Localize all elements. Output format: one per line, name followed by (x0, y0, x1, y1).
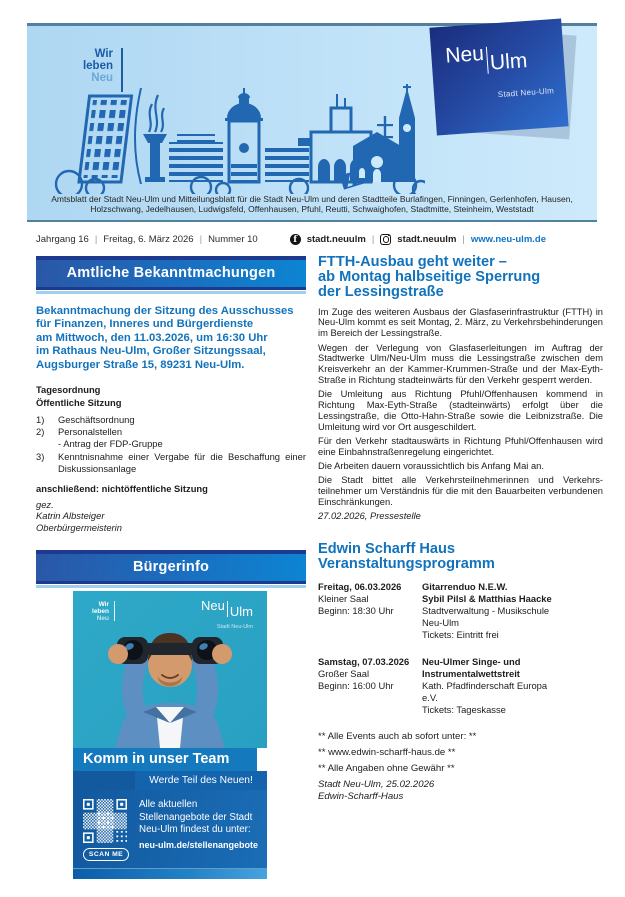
poster-subheadline-spacer (73, 771, 135, 790)
facebook-handle[interactable]: stadt.neuulm (306, 233, 366, 245)
banner-border (36, 581, 306, 584)
agenda-item (36, 414, 306, 426)
issue-date: Freitag, 6. März 2026 (103, 233, 194, 245)
neu-ulm-wordmark (444, 37, 553, 75)
heading-line: Bekanntmachung der Sitzung des Ausschusses (36, 305, 294, 317)
ftth-article-heading (318, 255, 603, 301)
event-when-where (318, 656, 422, 717)
neu-ulm-logo (429, 19, 568, 136)
instagram-handle[interactable]: stadt.neuulm (397, 233, 457, 245)
issue-volume: Jahrgang 16 (36, 233, 89, 245)
facebook-icon: f (290, 234, 301, 245)
public-session-label: Öffentliche Sitzung (36, 397, 122, 409)
wordmark-neu: Neu (444, 42, 485, 68)
event-details (422, 656, 558, 717)
instagram-icon (380, 234, 391, 245)
agenda-item-number: 1) (36, 414, 45, 426)
separator: | (462, 233, 465, 245)
city-skyline-illustration (53, 84, 425, 194)
event-venue: Großer Saal (318, 667, 370, 679)
separator: | (94, 233, 98, 245)
event-notes (318, 731, 603, 776)
citizen-info-banner (36, 550, 306, 588)
article-paragraph: Die Umleitung aus Richtung Pfuhl/Offenhausen kommend in Richtung Max-Eyth-Straße (stadteinwärts) erfolgt über die Lessingstraße, die Otto-Hahn-Straße sowie die Leibnizstraße. Die Umleitung wird vor Ort ausgeschildert. (318, 389, 603, 432)
agenda-item (36, 426, 306, 438)
agenda-item-number: 2) (36, 426, 45, 438)
wordmark-ulm: Ulm (229, 604, 253, 619)
agenda-labels (36, 383, 306, 409)
banner-strip (36, 291, 306, 294)
heading-line: Augsburger Straße 15, 89231 Neu-Ulm. (36, 358, 245, 371)
agenda-label: Tagesordnung (36, 384, 101, 396)
claim-line: Wir (94, 48, 113, 60)
masthead (27, 23, 597, 222)
heading-line: am Mittwoch, den 11.03.2026, um 16:30 Uhr (36, 331, 268, 344)
agenda-item-subtext: - Antrag der FDP-Gruppe (58, 438, 163, 450)
citizen-info-section (36, 550, 306, 879)
banner-title: Bürgerinfo (36, 554, 306, 581)
qr-code[interactable] (83, 799, 127, 843)
event-subtitle: Sybil Pilsl & Matthias Haacke (422, 592, 552, 604)
article-paragraph: Im Zuge des weiteren Ausbaus der Glasfaserinfrastruktur (FTTH) in Neu-Ulm kommt es seit Montag, 2. März, zu Verkehrsbehinderungen im Bereich der Lessingstraße. (318, 306, 603, 339)
issue-dateline (36, 231, 602, 247)
separator: | (199, 233, 203, 245)
agenda-item-text: Kenntnisnahme einer Vergabe für die Beschaffung einer Diskussionsanlage (58, 450, 306, 474)
credit-line: Stadt Neu-Ulm, 25.02.2026 (318, 779, 435, 791)
signature-name: Katrin Albsteiger (36, 510, 105, 522)
heading-line: der Lessingstraße (318, 284, 444, 301)
event-venue: Kleiner Saal (318, 592, 369, 604)
note-line: ** Alle Events auch ab sofort unter: ** (318, 730, 477, 742)
event-time: Beginn: 16:00 Uhr (318, 679, 394, 691)
wordmark-ulm: Ulm (489, 49, 529, 75)
issue-info (36, 234, 258, 245)
signature-title: Oberbürgermeisterin (36, 521, 122, 533)
note-line: ** Alle Angaben ohne Gewähr ** (318, 763, 455, 774)
city-claim-logo (61, 48, 113, 84)
city-brand-box (433, 23, 575, 143)
announcement-heading (36, 305, 306, 372)
scan-me-button[interactable]: SCAN ME (83, 848, 129, 861)
event-details (422, 581, 558, 642)
article-paragraph: Die Arbeiten dauern voraussichtlich bis Anfang Mai an. (318, 460, 544, 471)
heading-line: FTTH-Ausbau geht weiter – (318, 254, 507, 270)
banner-border (36, 287, 306, 290)
agenda-item-text: Personalstellen (58, 426, 123, 438)
agenda-item (36, 451, 306, 475)
ftth-article-body (318, 307, 603, 522)
poster-body-text (135, 799, 259, 861)
event-title: Neu-Ulmer Singe- und Instrumentalwettstreit (422, 655, 521, 679)
poster-subheadline-row (73, 771, 267, 790)
event-item (318, 581, 603, 642)
issue-number: Nummer 10 (208, 233, 258, 245)
claim-line: leben (92, 608, 109, 615)
poster-footer (73, 790, 267, 868)
news-column (318, 255, 603, 804)
agenda-item-number: 3) (36, 450, 45, 462)
esh-website-link[interactable]: ** www.edwin-scharff-haus.de ** (318, 746, 456, 758)
article-paragraph: Für den Verkehr stadtauswärts in Richtung Pfuhl/Offenhausen wird eine Einbahnstraßenregelung eingerichtet. (318, 435, 603, 457)
article-paragraph: Wegen der Verlegung von Glasfaserleitungen im Auftrag der Stadtwerke Ulm/Neu-Ulm muss die Lessingstraße zwischen dem Kreisverkehr an der Kammer-Krummen-Straße und der Max-Eyth-Straße in Richtung stadteinwärts für den Verkehr gesperrt werden. (318, 342, 603, 385)
heading-line: Edwin Scharff Haus (318, 541, 456, 558)
city-website-link[interactable]: www.neu-ulm.de (470, 233, 546, 245)
heading-line: im Rathaus Neu-Ulm, Großer Sitzungssaal, (36, 345, 266, 358)
event-date: Samstag, 07.03.2026 (318, 655, 410, 667)
credit-line: Edwin-Scharff-Haus (318, 791, 404, 803)
recruiting-poster (73, 591, 267, 879)
brand-subtitle: Stadt Neu-Ulm (497, 86, 555, 100)
poster-photo (73, 591, 267, 748)
claim-line: Wir (98, 601, 109, 608)
official-announcements-section (36, 256, 306, 533)
wordmark-neu: Neu (201, 598, 225, 613)
heading-line: Veranstaltungsprogramm (318, 556, 495, 573)
claim-line: Neu (96, 615, 109, 622)
closed-session-note: anschließend: nichtöffentliche Sitzung (36, 483, 208, 495)
poster-bottom-strip (73, 868, 267, 879)
agenda-item-text: Geschäftsordnung (58, 414, 135, 426)
event-tickets: Tickets: Eintritt frei (422, 629, 499, 641)
event-organizer: Kath. Pfadfinderschaft Europa e.V. (422, 679, 548, 704)
man-with-binoculars-photo (73, 609, 267, 748)
poster-headline: Komm in unser Team (73, 748, 257, 771)
banner-strip (36, 585, 306, 588)
heading-line: für Finanzen, Inneres und Bürgerdienste (36, 318, 254, 331)
heading-line: ab Montag halbseitige Sperrung (318, 269, 541, 286)
event-item (318, 656, 603, 717)
esh-credit-block (318, 779, 603, 803)
event-list (318, 581, 603, 717)
article-credit: 27.02.2026, Pressestelle (318, 511, 421, 522)
claim-line: Neu (91, 72, 113, 84)
event-time: Beginn: 18:30 Uhr (318, 604, 394, 616)
banner-title: Amtliche Bekanntmachungen (36, 260, 306, 287)
event-organizer: Stadtverwaltung - Musikschule Neu-Ulm (422, 604, 550, 629)
poster-subheadline: Werde Teil des Neuen! (135, 771, 267, 790)
signature-block (36, 499, 306, 533)
esh-section-heading (318, 542, 603, 572)
official-announcements-banner (36, 256, 306, 294)
event-title: Gitarrenduo N.E.W. (422, 580, 508, 592)
signed-label: gez. (36, 499, 54, 511)
event-date: Freitag, 06.03.2026 (318, 580, 402, 592)
masthead-description: Amtsblatt der Stadt Neu-Ulm und Mitteilungsblatt für die Stadt Neu-Ulm und deren Stadtteile Burlafingen, Finningen, Gerlenhofen, Hausen, Holzschwang, Jedelhausen, Ludwigsfeld, Offenhausen, Pfuhl, Reutti, Schwaighofen, Stadtmitte, Steinheim, Weststadt (51, 193, 573, 215)
event-tickets: Tickets: Tageskasse (422, 704, 506, 716)
social-links (290, 234, 546, 245)
poster-body: Alle aktuellen Stellenangebote der Stadt Neu-Ulm findest du unter: (139, 799, 253, 836)
job-openings-link[interactable]: neu-ulm.de/stellenangebote (139, 839, 259, 850)
event-when-where (318, 581, 422, 642)
separator: | (371, 233, 375, 245)
claim-line: leben (82, 60, 113, 72)
article-paragraph: Die Stadt bittet alle Verkehrsteilnehmerinnen und Verkehrsteilnehmer um Verständnis für die mit den Bauarbeiten verbundenen Einschränkungen. (318, 475, 603, 507)
qr-block (83, 799, 135, 861)
agenda-list (36, 414, 306, 475)
brand-subtitle: Stadt Neu-Ulm (216, 624, 253, 630)
